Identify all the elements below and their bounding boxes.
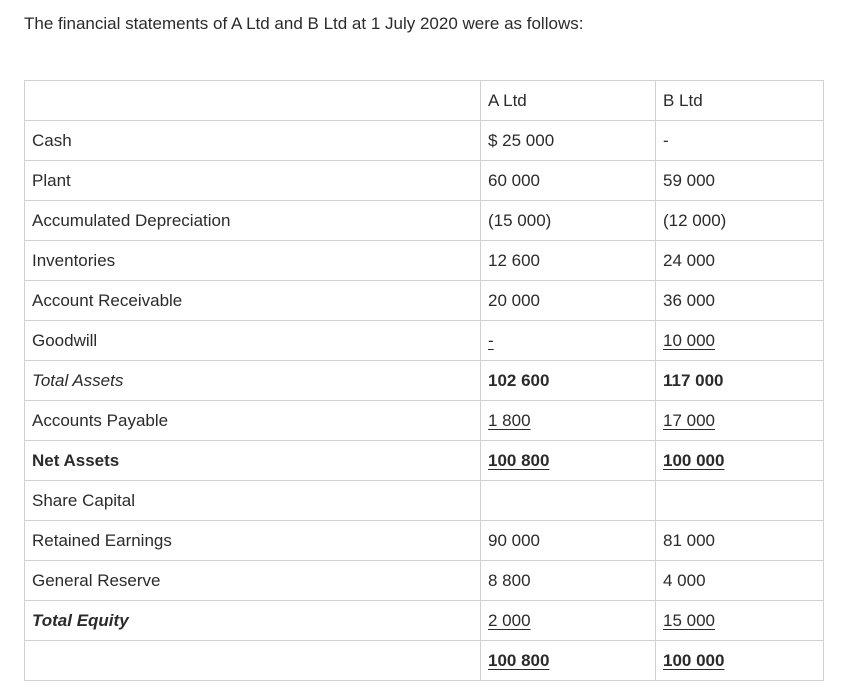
header-label-cell: [25, 81, 481, 121]
row-label: Plant: [25, 161, 481, 201]
row-label: Accounts Payable: [25, 401, 481, 441]
header-b-ltd: B Ltd: [656, 81, 824, 121]
row-b-value: [656, 321, 824, 361]
row-a-value: 12 600: [481, 241, 656, 281]
row-label: Cash: [25, 121, 481, 161]
row-a-value: [481, 401, 656, 441]
row-a-value: 102 600: [481, 361, 656, 401]
row-a-value: 60 000: [481, 161, 656, 201]
row-b-value: 24 000: [656, 241, 824, 281]
row-b-value: [656, 401, 824, 441]
row-retained-earnings: [25, 521, 824, 561]
row-goodwill: [25, 321, 824, 361]
value-text: 100 800: [488, 450, 550, 470]
header-a-ltd: A Ltd: [481, 81, 656, 121]
row-label: Goodwill: [25, 321, 481, 361]
row-general-reserve: [25, 561, 824, 601]
row-share-capital: [25, 481, 824, 521]
intro-text: The financial statements of A Ltd and B Ltd at 1 July 2020 were as follows:: [24, 14, 584, 33]
row-b-value: 117 000: [656, 361, 824, 401]
value-text: -: [488, 330, 494, 350]
row-b-value: 59 000: [656, 161, 824, 201]
row-cash: [25, 121, 824, 161]
value-text: 1 800: [488, 410, 531, 430]
row-plant: [25, 161, 824, 201]
row-account-receivable: [25, 281, 824, 321]
row-a-value: [481, 441, 656, 481]
row-b-value: [656, 601, 824, 641]
value-text: 100 000: [663, 450, 725, 470]
row-b-value: [656, 481, 824, 521]
row-b-value: (12 000): [656, 201, 824, 241]
row-b-value: [656, 641, 824, 681]
value-text: 10 000: [663, 330, 715, 350]
row-a-value: [481, 481, 656, 521]
row-grand-total: [25, 641, 824, 681]
row-label: Retained Earnings: [25, 521, 481, 561]
table-header-row: [25, 81, 824, 121]
row-a-value: [481, 601, 656, 641]
financial-statements-table: [24, 80, 824, 681]
row-label: [25, 641, 481, 681]
row-label: Inventories: [25, 241, 481, 281]
row-b-value: -: [656, 121, 824, 161]
row-inventories: [25, 241, 824, 281]
row-net-assets: [25, 441, 824, 481]
row-label: Total Assets: [25, 361, 481, 401]
row-a-value: [481, 641, 656, 681]
row-label: Account Receivable: [25, 281, 481, 321]
row-b-value: [656, 441, 824, 481]
row-accumulated-depreciation: [25, 201, 824, 241]
value-text: 100 000: [663, 650, 725, 670]
row-total-assets: [25, 361, 824, 401]
row-label: Total Equity: [25, 601, 481, 641]
row-label: Net Assets: [25, 441, 481, 481]
value-text: 17 000: [663, 410, 715, 430]
row-b-value: 81 000: [656, 521, 824, 561]
value-text: 100 800: [488, 650, 550, 670]
row-label: Accumulated Depreciation: [25, 201, 481, 241]
row-a-value: 8 800: [481, 561, 656, 601]
value-text: 15 000: [663, 610, 715, 630]
row-b-value: 4 000: [656, 561, 824, 601]
row-label: General Reserve: [25, 561, 481, 601]
row-accounts-payable: [25, 401, 824, 441]
row-a-value: [481, 321, 656, 361]
value-text: 2 000: [488, 610, 531, 630]
row-a-value: 90 000: [481, 521, 656, 561]
row-b-value: 36 000: [656, 281, 824, 321]
row-a-value: 20 000: [481, 281, 656, 321]
row-total-equity: [25, 601, 824, 641]
row-a-value: (15 000): [481, 201, 656, 241]
row-a-value: $ 25 000: [481, 121, 656, 161]
row-label: Share Capital: [25, 481, 481, 521]
